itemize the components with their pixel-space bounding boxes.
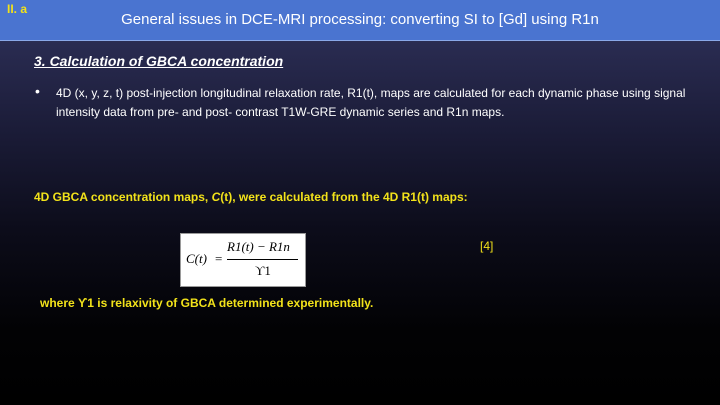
- bullet-text: 4D (x, y, z, t) post-injection longitudinal relaxation rate, R1(t), maps are calculated for each dynamic phase using signal intensity data from pre- and post- contrast T1W-GRE dynamic series and R1n maps.: [56, 86, 686, 119]
- concentration-statement: [34, 190, 468, 204]
- formula-lhs: C(t): [186, 251, 207, 266]
- formula-denominator: ϒ1: [255, 263, 271, 278]
- formula-numerator: R1(t) − R1n: [227, 239, 290, 254]
- section-tag: II. a: [7, 2, 28, 16]
- concentration-statement-prefix: 4D GBCA concentration maps,: [34, 190, 212, 204]
- concentration-symbol: C: [211, 190, 221, 204]
- fraction-bar: [227, 259, 298, 260]
- concentration-statement-suffix: (t), were calculated from the 4D R1(t) maps:: [220, 190, 468, 204]
- slide-title: General issues in DCE-MRI processing: converting SI to [Gd] using R1n: [121, 11, 599, 28]
- equation-number: [4]: [480, 239, 494, 253]
- bullet-icon: •: [35, 83, 40, 99]
- section-subtitle: 3. Calculation of GBCA concentration: [34, 53, 284, 69]
- formula-equals: =: [215, 251, 223, 266]
- title-bar: [0, 0, 720, 41]
- relaxivity-note: where ϒ1 is relaxivity of GBCA determined experimentally.: [40, 296, 374, 310]
- formula-box: [180, 233, 306, 287]
